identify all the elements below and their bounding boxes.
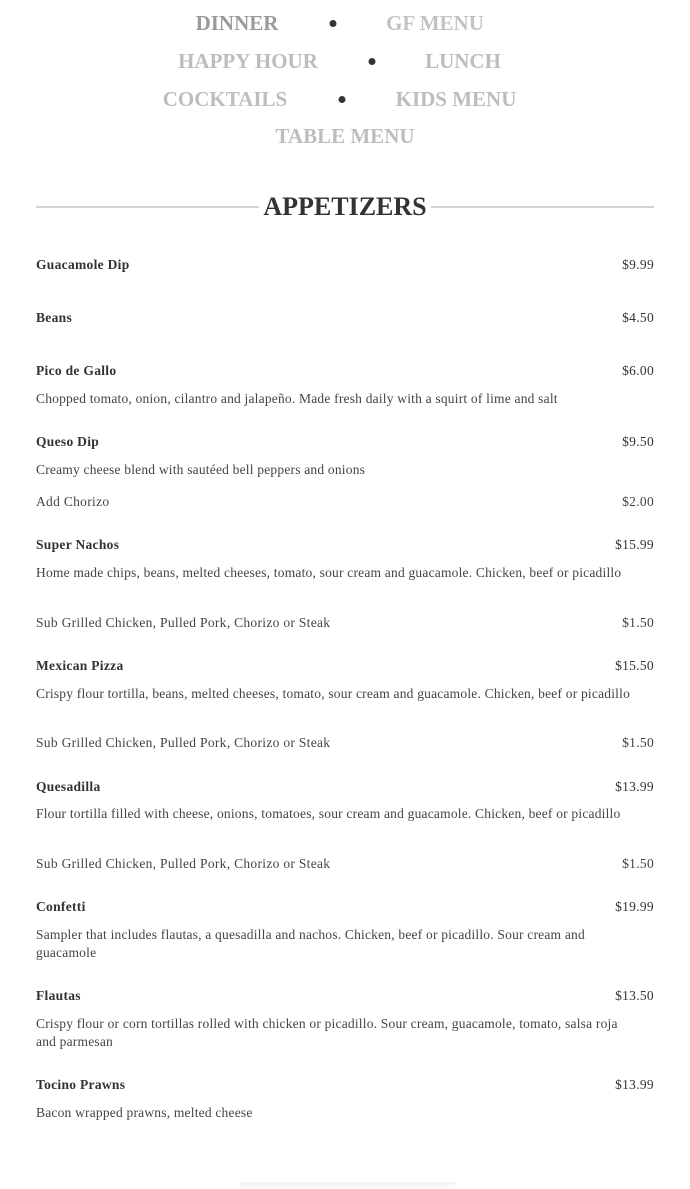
item-name: Queso Dip <box>36 434 100 449</box>
nav-separator-dot <box>330 20 337 27</box>
nav-row-3 <box>0 84 690 114</box>
next-section-fade <box>240 1182 455 1189</box>
section-rule-right <box>431 206 654 208</box>
nav-link-kids-menu[interactable]: KIDS MENU <box>395 87 517 111</box>
item-description: Creamy cheese blend with sautéed bell peppers and onions <box>36 462 366 477</box>
item-price: $13.99 <box>615 1077 654 1092</box>
item-name: Flautas <box>36 988 81 1003</box>
nav-link-table-menu[interactable]: TABLE MENU <box>275 124 415 148</box>
item-name: Mexican Pizza <box>36 658 124 673</box>
item-price: $9.99 <box>622 257 654 272</box>
section-rule-left <box>36 206 259 208</box>
item-name: Tocino Prawns <box>36 1077 126 1092</box>
item-description: Bacon wrapped prawns, melted cheese <box>36 1105 253 1120</box>
nav-link-lunch[interactable]: LUNCH <box>425 49 501 73</box>
addon-name: Add Chorizo <box>36 494 110 509</box>
item-name: Quesadilla <box>36 779 101 794</box>
nav-link-gf-menu[interactable]: GF MENU <box>386 11 484 35</box>
nav-row-4 <box>0 121 690 151</box>
addon-price: $1.50 <box>622 856 654 871</box>
item-description: Sampler that includes flautas, a quesadilla and nachos. Chicken, beef or picadillo. Sour cream and guacamole <box>36 927 585 960</box>
addon-name: Sub Grilled Chicken, Pulled Pork, Chorizo or Steak <box>36 856 331 871</box>
item-price: $4.50 <box>622 310 654 325</box>
nav-link-dinner[interactable]: DINNER <box>195 11 279 35</box>
item-price: $6.00 <box>622 363 654 378</box>
item-price: $9.50 <box>622 434 654 449</box>
item-name: Super Nachos <box>36 537 120 552</box>
item-description: Crispy flour or corn tortillas rolled with chicken or picadillo. Sour cream, guacamole, tomato, salsa roja and parmesan <box>36 1016 618 1049</box>
item-price: $19.99 <box>615 899 654 914</box>
item-name: Confetti <box>36 899 86 914</box>
item-name: Guacamole Dip <box>36 257 130 272</box>
item-price: $15.50 <box>615 658 654 673</box>
nav-link-cocktails[interactable]: COCKTAILS <box>162 87 288 111</box>
nav-row-1 <box>0 8 690 38</box>
item-description: Flour tortilla filled with cheese, onions, tomatoes, sour cream and guacamole. Chicken, beef or picadillo <box>36 806 621 821</box>
nav-separator-dot <box>369 58 376 65</box>
item-description: Home made chips, beans, melted cheeses, tomato, sour cream and guacamole. Chicken, beef or picadillo <box>36 565 622 580</box>
addon-price: $2.00 <box>622 494 654 509</box>
section-header <box>36 190 654 224</box>
section-title: APPETIZERS <box>263 192 427 221</box>
item-description: Crispy flour tortilla, beans, melted cheeses, tomato, sour cream and guacamole. Chicken, beef or picadillo <box>36 686 631 701</box>
addon-price: $1.50 <box>622 735 654 750</box>
addon-name: Sub Grilled Chicken, Pulled Pork, Chorizo or Steak <box>36 735 331 750</box>
item-name: Beans <box>36 310 73 325</box>
item-price: $13.50 <box>615 988 654 1003</box>
item-price: $13.99 <box>615 779 654 794</box>
item-price: $15.99 <box>615 537 654 552</box>
item-name: Pico de Gallo <box>36 363 117 378</box>
nav-link-happy-hour[interactable]: HAPPY HOUR <box>178 49 318 73</box>
addon-name: Sub Grilled Chicken, Pulled Pork, Chorizo or Steak <box>36 615 331 630</box>
item-description: Chopped tomato, onion, cilantro and jalapeño. Made fresh daily with a squirt of lime and salt <box>36 391 558 406</box>
nav-row-2 <box>0 46 690 76</box>
addon-price: $1.50 <box>622 615 654 630</box>
nav-separator-dot <box>339 96 346 103</box>
